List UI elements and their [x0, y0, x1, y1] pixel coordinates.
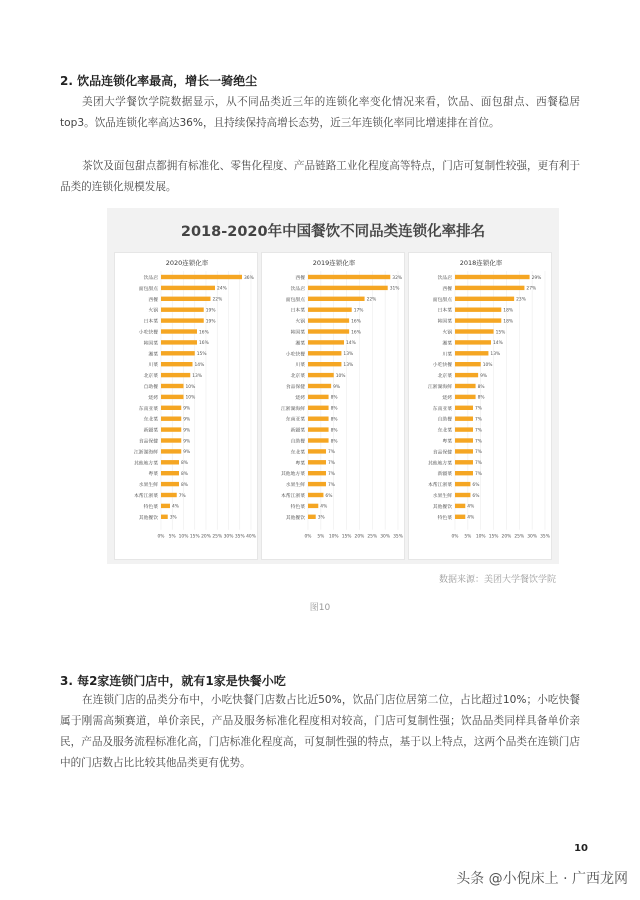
bar — [308, 438, 329, 442]
x-tick-label: 15% — [488, 534, 499, 540]
bar — [161, 340, 197, 344]
category-label: 韩国菜 — [437, 319, 452, 325]
category-label: 火锅 — [148, 308, 158, 314]
x-tick-label: 5% — [317, 534, 325, 540]
x-tick-label: 10% — [328, 534, 339, 540]
category-label: 日本菜 — [437, 308, 452, 314]
category-label: 本帮江浙菜 — [428, 483, 452, 489]
data-label: 10% — [185, 384, 196, 390]
category-label: 江浙湖海鲜 — [428, 385, 452, 390]
x-tick-label: 5% — [168, 534, 176, 540]
category-label: 北京菜 — [437, 374, 452, 380]
category-label: 川菜 — [148, 363, 158, 369]
x-tick-label: 35% — [540, 534, 550, 540]
data-label: 14% — [194, 363, 205, 368]
category-label: 面包甜点 — [285, 297, 305, 303]
bar — [455, 373, 478, 377]
bar — [308, 362, 341, 366]
data-label: 10% — [482, 363, 493, 368]
category-label: 小吃快餐 — [138, 330, 158, 336]
bar — [161, 504, 170, 508]
bar — [308, 329, 349, 333]
data-label: 9% — [333, 384, 341, 390]
subchart-2020 — [114, 252, 258, 560]
data-label: 16% — [351, 319, 361, 325]
data-label: 7% — [475, 461, 482, 467]
bar — [161, 406, 181, 410]
x-tick-label: 20% — [201, 534, 211, 540]
bar — [308, 460, 326, 464]
bar — [161, 515, 168, 519]
bar — [455, 460, 473, 464]
data-label: 13% — [490, 352, 501, 358]
category-label: 食品保健 — [138, 439, 158, 445]
bar — [455, 395, 476, 399]
category-label: 自助餐 — [437, 417, 452, 423]
data-label: 13% — [192, 373, 203, 379]
bar — [308, 406, 329, 410]
chart-figure — [107, 208, 559, 564]
data-label: 19% — [205, 308, 216, 314]
bar — [455, 515, 465, 519]
bar — [455, 417, 473, 421]
category-label: 北京菜 — [143, 374, 158, 380]
category-label: 东北菜 — [143, 417, 158, 423]
category-label: 湘菜 — [148, 352, 158, 358]
data-label: 18% — [503, 319, 514, 325]
data-label: 6% — [472, 493, 480, 499]
data-label: 7% — [475, 450, 482, 456]
subchart-2019 — [261, 252, 405, 560]
x-tick-label: 35% — [393, 534, 403, 540]
section2-heading: 2. 饮品连锁化率最高，增长一骑绝尘 — [60, 74, 258, 88]
watermark-logo: 头条 @小倪床上 · 广西龙网 — [456, 871, 628, 887]
data-label: 3% — [169, 515, 177, 521]
category-label: 川菜 — [442, 352, 452, 358]
section3-heading: 3. 每2家连锁门店中，就有1家是快餐小吃 — [60, 674, 286, 688]
bar — [161, 471, 179, 475]
data-label: 9% — [183, 439, 191, 445]
bar — [455, 297, 514, 301]
bar — [308, 504, 318, 508]
x-tick-label: 10% — [178, 534, 189, 540]
chart-svg — [409, 253, 553, 561]
category-label: 其他餐饮 — [138, 515, 158, 521]
x-tick-label: 20% — [501, 534, 512, 540]
bar — [455, 329, 494, 333]
bar — [455, 308, 501, 312]
data-label: 18% — [503, 308, 514, 314]
data-label: 13% — [343, 352, 354, 358]
category-label: 新疆菜 — [290, 428, 305, 434]
bar — [455, 493, 470, 497]
bar — [455, 427, 473, 431]
data-label: 4% — [320, 504, 328, 510]
bar — [455, 384, 476, 388]
data-label: 7% — [328, 482, 335, 488]
category-label: 东北菜 — [437, 428, 452, 434]
category-label: 东南亚菜 — [432, 406, 452, 412]
data-label: 8% — [330, 439, 338, 445]
data-label: 7% — [328, 472, 335, 477]
bar — [161, 297, 211, 301]
data-label: 15% — [196, 352, 207, 358]
bar — [308, 340, 344, 344]
bar — [308, 417, 329, 421]
bar — [161, 286, 215, 290]
category-label: 东南亚菜 — [138, 406, 158, 412]
category-label: 其他餐饮 — [432, 504, 452, 510]
bar — [161, 449, 181, 453]
bar — [161, 308, 204, 312]
x-tick-label: 20% — [354, 534, 365, 540]
subchart-title: 2020连锁化率 — [165, 259, 209, 267]
x-tick-label: 30% — [223, 534, 234, 540]
x-tick-label: 10% — [475, 534, 486, 540]
x-tick-label: 0% — [157, 534, 165, 540]
data-label: 36% — [244, 275, 254, 281]
category-label: 饮品店 — [290, 286, 305, 292]
data-label: 29% — [531, 275, 542, 281]
bar — [308, 515, 316, 519]
category-label: 水果生鲜 — [432, 494, 452, 499]
data-label: 23% — [516, 297, 526, 303]
bar — [455, 318, 501, 322]
data-label: 8% — [477, 384, 485, 390]
category-label: 其他餐饮 — [285, 515, 305, 521]
bar — [455, 275, 530, 279]
data-label: 9% — [183, 450, 191, 456]
x-tick-label: 15% — [189, 534, 200, 540]
bar — [308, 318, 349, 322]
section3-paragraph-1: 在连锁门店的品类分布中，小吃快餐门店数占比近50%，饮品门店位居第二位，占比超过10%；小吃快餐属于刚需高频赛道，单价亲民，产品及服务标准化程度相对较高，门店可复制性强；饮品品类同样具备单价亲民，产品及服务流程标准化高，门店标准化程度高，可复制性强的特点，基于以上特点，这两个品类在连锁门店中的门店数占比比较其他品类更有优势。 — [60, 694, 580, 769]
category-label: 西餐 — [148, 297, 158, 303]
category-label: 粤菜 — [442, 439, 452, 445]
bar — [161, 329, 197, 333]
category-label: 食品保健 — [285, 385, 305, 390]
bar — [161, 438, 181, 442]
category-label: 日本菜 — [290, 308, 305, 314]
section2-paragraph-1: 美团大学餐饮学院数据显示，从不同品类近三年的连锁化率变化情况来看，饮品、面包甜点、西餐稳居top3。饮品连锁化率高达36%，且持续保持高增长态势，近三年连锁化率同比增速排在首位。 — [60, 96, 580, 129]
data-label: 8% — [330, 417, 338, 423]
bar — [161, 493, 177, 497]
category-label: 东南亚菜 — [285, 417, 305, 423]
bar — [308, 297, 365, 301]
data-label: 9% — [183, 417, 191, 423]
category-label: 面包甜点 — [138, 286, 158, 292]
bar — [308, 275, 390, 279]
category-label: 新疆菜 — [437, 472, 452, 478]
bar — [308, 427, 329, 431]
category-label: 饮品店 — [143, 276, 158, 281]
data-label: 7% — [475, 428, 482, 434]
bar — [161, 362, 193, 366]
category-label: 江浙湖海鲜 — [134, 450, 158, 456]
category-label: 韩国菜 — [143, 341, 158, 347]
bar — [308, 351, 341, 355]
chart-title: 2018-2020年中国餐饮不同品类连锁化率排名 — [180, 224, 486, 240]
data-label: 8% — [330, 395, 338, 401]
category-label: 小吃快餐 — [432, 363, 452, 369]
bar — [308, 384, 331, 388]
bar — [161, 460, 179, 464]
x-tick-label: 40% — [246, 534, 256, 540]
bar — [455, 406, 473, 410]
chart-svg — [115, 253, 259, 561]
subchart-title: 2018连锁化率 — [459, 259, 503, 267]
category-label: 新疆菜 — [143, 428, 158, 434]
category-label: 川菜 — [295, 363, 305, 369]
bar — [308, 286, 388, 290]
bar — [308, 395, 329, 399]
data-label: 7% — [475, 472, 482, 477]
bar — [455, 438, 473, 442]
data-label: 6% — [325, 493, 333, 499]
data-label: 8% — [330, 428, 338, 434]
data-source-note: 数据来源：美团大学餐饮学院 — [438, 575, 556, 585]
x-tick-label: 25% — [367, 534, 378, 540]
data-label: 10% — [185, 395, 196, 401]
subchart-title: 2019连锁化率 — [312, 259, 356, 267]
data-label: 3% — [317, 515, 325, 521]
category-label: 火锅 — [442, 330, 452, 336]
bar — [161, 384, 184, 388]
category-label: 小吃快餐 — [285, 352, 305, 358]
data-label: 7% — [328, 450, 335, 456]
category-label: 湘菜 — [295, 341, 305, 347]
data-label: 22% — [212, 297, 223, 303]
category-label: 水果生鲜 — [138, 483, 158, 489]
bar — [161, 351, 195, 355]
category-label: 东北菜 — [290, 450, 305, 456]
data-label: 14% — [346, 341, 356, 347]
data-label: 7% — [178, 493, 186, 499]
category-label: 西餐 — [295, 276, 305, 281]
x-tick-label: 30% — [527, 534, 538, 540]
x-tick-label: 0% — [304, 534, 312, 540]
x-tick-label: 30% — [380, 534, 391, 540]
category-label: 湘菜 — [442, 341, 452, 347]
category-label: 其他地方菜 — [281, 472, 305, 478]
category-label: 自助餐 — [143, 385, 158, 390]
data-label: 4% — [467, 515, 475, 521]
bar — [161, 373, 190, 377]
data-label: 10% — [335, 373, 346, 379]
category-label: 特色菜 — [290, 504, 305, 510]
bar — [455, 362, 481, 366]
category-label: 本帮江浙菜 — [134, 494, 158, 499]
category-label: 食品保健 — [432, 450, 452, 456]
category-label: 烧烤 — [442, 395, 452, 401]
data-label: 8% — [330, 406, 338, 412]
category-label: 日本菜 — [143, 319, 158, 325]
bar — [308, 471, 326, 475]
category-label: 烧烤 — [148, 395, 158, 401]
data-label: 8% — [477, 395, 485, 401]
data-label: 14% — [493, 341, 503, 347]
bar — [161, 427, 181, 431]
bar — [308, 308, 352, 312]
figure-caption: 图10 — [309, 603, 331, 613]
bar — [455, 286, 524, 290]
category-label: 江浙湖海鲜 — [281, 406, 305, 412]
data-label: 4% — [172, 504, 179, 510]
category-label: 粤菜 — [148, 472, 158, 478]
data-label: 16% — [199, 341, 209, 347]
bar — [455, 351, 488, 355]
subchart-2018 — [408, 252, 552, 560]
category-label: 面包甜点 — [432, 297, 452, 303]
data-label: 15% — [495, 330, 506, 336]
category-label: 水果生鲜 — [285, 483, 305, 489]
data-label: 9% — [480, 373, 488, 379]
section2-paragraph-2: 茶饮及面包甜点都拥有标准化、零售化程度、产品链路工业化程度高等特点，门店可复制性较强，更有利于品类的连锁化规模发展。 — [60, 160, 580, 193]
category-label: 饮品店 — [437, 276, 452, 281]
category-label: 特色菜 — [437, 515, 452, 521]
category-label: 本帮江浙菜 — [281, 494, 305, 499]
data-label: 16% — [351, 330, 361, 336]
data-label: 8% — [181, 482, 188, 488]
bar — [308, 373, 334, 377]
data-label: 22% — [366, 297, 377, 303]
data-label: 6% — [472, 482, 480, 488]
data-label: 9% — [183, 428, 191, 434]
data-label: 7% — [328, 461, 335, 467]
bar — [455, 340, 491, 344]
chart-svg — [262, 253, 406, 561]
bar — [308, 493, 323, 497]
bar — [161, 318, 204, 322]
data-label: 7% — [475, 406, 482, 412]
x-tick-label: 0% — [451, 534, 459, 540]
category-label: 北京菜 — [290, 374, 305, 380]
data-label: 17% — [353, 308, 364, 314]
category-label: 其他地方菜 — [428, 461, 452, 467]
data-label: 8% — [181, 472, 188, 477]
category-label: 特色菜 — [143, 504, 158, 510]
x-tick-label: 25% — [212, 534, 223, 540]
data-label: 7% — [475, 417, 482, 423]
bar — [455, 471, 473, 475]
data-label: 13% — [343, 363, 354, 368]
x-tick-label: 25% — [514, 534, 525, 540]
bar — [455, 482, 470, 486]
category-label: 韩国菜 — [290, 330, 305, 336]
data-label: 7% — [475, 439, 482, 445]
data-label: 9% — [183, 406, 191, 412]
category-label: 粤菜 — [295, 461, 305, 467]
data-label: 4% — [467, 504, 475, 510]
data-label: 24% — [217, 286, 227, 292]
x-tick-label: 35% — [234, 534, 245, 540]
bar — [161, 275, 242, 279]
category-label: 西餐 — [442, 286, 452, 292]
data-label: 31% — [389, 286, 400, 292]
bar — [308, 449, 326, 453]
bar — [308, 482, 326, 486]
category-label: 其他地方菜 — [134, 461, 158, 467]
data-label: 27% — [526, 286, 537, 292]
category-label: 烧烤 — [295, 395, 305, 401]
x-tick-label: 5% — [464, 534, 472, 540]
bar — [455, 449, 473, 453]
category-label: 自助餐 — [290, 439, 305, 445]
category-label: 火锅 — [295, 319, 305, 325]
bar — [161, 395, 184, 399]
bar — [455, 504, 465, 508]
bar — [161, 482, 179, 486]
data-label: 16% — [199, 330, 209, 336]
data-label: 19% — [205, 319, 216, 325]
bar — [161, 417, 181, 421]
data-label: 8% — [181, 461, 188, 467]
page-number: 10 — [574, 843, 588, 854]
data-label: 32% — [392, 275, 403, 281]
x-tick-label: 15% — [341, 534, 352, 540]
